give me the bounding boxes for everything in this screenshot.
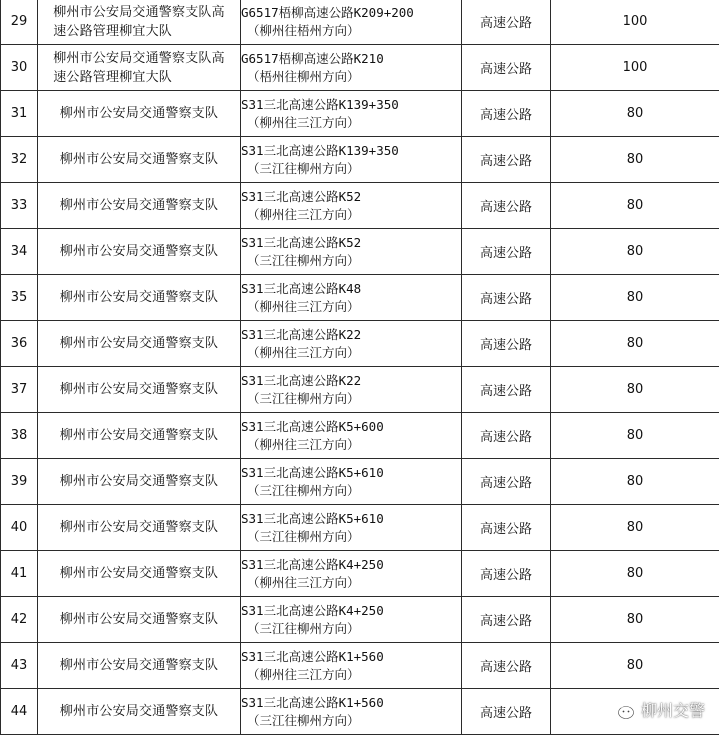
location-road: G6517梧柳高速公路K210	[241, 50, 384, 66]
road-type: 高速公路	[462, 413, 551, 459]
location-direction: （三江往柳州方向）	[247, 252, 360, 268]
location-cell	[241, 367, 462, 413]
road-type: 高速公路	[462, 275, 551, 321]
enforcement-unit: 柳州市公安局交通警察支队	[59, 290, 219, 305]
road-type: 高速公路	[462, 229, 551, 275]
location-cell	[241, 91, 462, 137]
speed-limit: 80	[551, 91, 719, 137]
speed-limit: 100	[551, 0, 719, 45]
table-row	[1, 275, 719, 321]
table-row	[1, 183, 719, 229]
location-cell	[241, 413, 462, 459]
location-road: S31三北高速公路K22	[241, 372, 362, 388]
enforcement-unit: 柳州市公安局交通警察支队	[59, 152, 219, 167]
enforcement-unit: 柳州市公安局交通警察支队	[59, 612, 219, 627]
location-road: G6517梧柳高速公路K209+200	[241, 4, 414, 20]
location-cell	[241, 321, 462, 367]
road-type: 高速公路	[462, 459, 551, 505]
speed-limit: 80	[551, 321, 719, 367]
table-row	[1, 597, 719, 643]
table-row	[1, 367, 719, 413]
table-row	[1, 229, 719, 275]
table-row	[1, 551, 719, 597]
row-number: 38	[1, 413, 38, 459]
table-row	[1, 91, 719, 137]
road-type: 高速公路	[462, 183, 551, 229]
speed-limit: 80	[551, 643, 719, 689]
location-direction: （柳州往三江方向）	[247, 298, 360, 314]
location-road: S31三北高速公路K139+350	[241, 96, 399, 112]
location-cell	[241, 45, 462, 91]
location-cell	[241, 597, 462, 643]
location-cell	[241, 551, 462, 597]
enforcement-unit-cell	[38, 367, 241, 413]
location-direction: （三江往柳州方向）	[247, 528, 360, 544]
location-cell	[241, 137, 462, 183]
enforcement-unit-cell	[38, 689, 241, 735]
road-type: 高速公路	[462, 505, 551, 551]
table-row	[1, 643, 719, 689]
row-number: 31	[1, 91, 38, 137]
row-number: 34	[1, 229, 38, 275]
speed-limit: 80	[551, 413, 719, 459]
road-type: 高速公路	[462, 91, 551, 137]
enforcement-unit-cell	[38, 321, 241, 367]
location-cell	[241, 505, 462, 551]
speed-limit: 80	[551, 597, 719, 643]
speed-limit: 80	[551, 505, 719, 551]
table-row	[1, 0, 719, 45]
enforcement-unit: 柳州市公安局交通警察支队高 速公路管理柳宜大队	[53, 50, 225, 85]
enforcement-unit-cell	[38, 183, 241, 229]
road-type: 高速公路	[462, 137, 551, 183]
enforcement-unit-cell	[38, 137, 241, 183]
table-row	[1, 413, 719, 459]
enforcement-unit-cell	[38, 229, 241, 275]
road-type: 高速公路	[462, 643, 551, 689]
table-row	[1, 45, 719, 91]
row-number: 32	[1, 137, 38, 183]
table-row	[1, 505, 719, 551]
enforcement-unit-cell	[38, 275, 241, 321]
watermark-text: 柳州交警	[640, 701, 705, 720]
location-road: S31三北高速公路K5+610	[241, 510, 384, 526]
enforcement-unit: 柳州市公安局交通警察支队	[59, 566, 219, 581]
location-direction: （柳州往三江方向）	[247, 436, 360, 452]
location-road: S31三北高速公路K1+560	[241, 694, 384, 710]
location-cell	[241, 689, 462, 735]
location-road: S31三北高速公路K48	[241, 280, 362, 296]
speed-limit	[551, 689, 719, 735]
enforcement-unit: 柳州市公安局交通警察支队高 速公路管理柳宜大队	[53, 4, 225, 39]
enforcement-unit: 柳州市公安局交通警察支队	[59, 382, 219, 397]
enforcement-unit-cell	[38, 0, 241, 45]
speed-limit: 80	[551, 137, 719, 183]
table-row	[1, 137, 719, 183]
enforcement-unit: 柳州市公安局交通警察支队	[59, 520, 219, 535]
enforcement-unit-cell	[38, 91, 241, 137]
location-direction: （三江往柳州方向）	[247, 712, 360, 728]
location-direction: （柳州往三江方向）	[247, 114, 360, 130]
road-type: 高速公路	[462, 551, 551, 597]
location-road: S31三北高速公路K1+560	[241, 648, 384, 664]
location-direction: （三江往柳州方向）	[247, 482, 360, 498]
location-cell	[241, 643, 462, 689]
enforcement-unit: 柳州市公安局交通警察支队	[59, 244, 219, 259]
row-number: 35	[1, 275, 38, 321]
location-road: S31三北高速公路K5+610	[241, 464, 384, 480]
enforcement-unit-cell	[38, 413, 241, 459]
location-cell	[241, 275, 462, 321]
row-number: 30	[1, 45, 38, 91]
location-direction: （三江往柳州方向）	[247, 160, 360, 176]
row-number: 43	[1, 643, 38, 689]
row-number: 29	[1, 0, 38, 45]
location-direction: （三江往柳州方向）	[247, 390, 360, 406]
location-direction: （柳州往梧州方向）	[247, 22, 360, 38]
location-road: S31三北高速公路K22	[241, 326, 362, 342]
enforcement-unit: 柳州市公安局交通警察支队	[59, 428, 219, 443]
enforcement-unit-cell	[38, 505, 241, 551]
enforcement-unit: 柳州市公安局交通警察支队	[59, 106, 219, 121]
location-cell	[241, 229, 462, 275]
enforcement-unit-cell	[38, 643, 241, 689]
speed-limit: 80	[551, 229, 719, 275]
road-type: 高速公路	[462, 321, 551, 367]
road-type: 高速公路	[462, 689, 551, 735]
row-number: 37	[1, 367, 38, 413]
location-direction: （梧州往柳州方向）	[247, 68, 360, 84]
road-type: 高速公路	[462, 0, 551, 45]
road-type: 高速公路	[462, 597, 551, 643]
location-direction: （三江往柳州方向）	[247, 620, 360, 636]
speed-limit: 80	[551, 275, 719, 321]
enforcement-unit-cell	[38, 459, 241, 505]
row-number: 42	[1, 597, 38, 643]
location-cell	[241, 459, 462, 505]
location-direction: （柳州往三江方向）	[247, 666, 360, 682]
speed-limit: 80	[551, 183, 719, 229]
enforcement-unit-cell	[38, 45, 241, 91]
enforcement-unit: 柳州市公安局交通警察支队	[59, 704, 219, 719]
table-row	[1, 459, 719, 505]
table-row	[1, 321, 719, 367]
location-road: S31三北高速公路K52	[241, 188, 362, 204]
table-body	[1, 0, 719, 735]
location-direction: （柳州往三江方向）	[247, 206, 360, 222]
speed-limit: 80	[551, 459, 719, 505]
road-type: 高速公路	[462, 45, 551, 91]
location-road: S31三北高速公路K52	[241, 234, 362, 250]
speed-limit: 80	[551, 551, 719, 597]
enforcement-unit: 柳州市公安局交通警察支队	[59, 658, 219, 673]
location-road: S31三北高速公路K139+350	[241, 142, 399, 158]
enforcement-unit: 柳州市公安局交通警察支队	[59, 336, 219, 351]
location-road: S31三北高速公路K5+600	[241, 418, 384, 434]
row-number: 40	[1, 505, 38, 551]
location-cell	[241, 183, 462, 229]
row-number: 36	[1, 321, 38, 367]
location-road: S31三北高速公路K4+250	[241, 556, 384, 572]
location-cell	[241, 0, 462, 45]
speed-limit: 80	[551, 367, 719, 413]
table-row	[1, 689, 719, 735]
row-number: 41	[1, 551, 38, 597]
enforcement-unit: 柳州市公安局交通警察支队	[59, 198, 219, 213]
enforcement-unit-cell	[38, 597, 241, 643]
row-number: 39	[1, 459, 38, 505]
enforcement-unit-cell	[38, 551, 241, 597]
road-type: 高速公路	[462, 367, 551, 413]
location-direction: （柳州往三江方向）	[247, 344, 360, 360]
location-road: S31三北高速公路K4+250	[241, 602, 384, 618]
location-direction: （柳州往三江方向）	[247, 574, 360, 590]
speed-limit: 100	[551, 45, 719, 91]
enforcement-unit: 柳州市公安局交通警察支队	[59, 474, 219, 489]
row-number: 44	[1, 689, 38, 735]
row-number: 33	[1, 183, 38, 229]
